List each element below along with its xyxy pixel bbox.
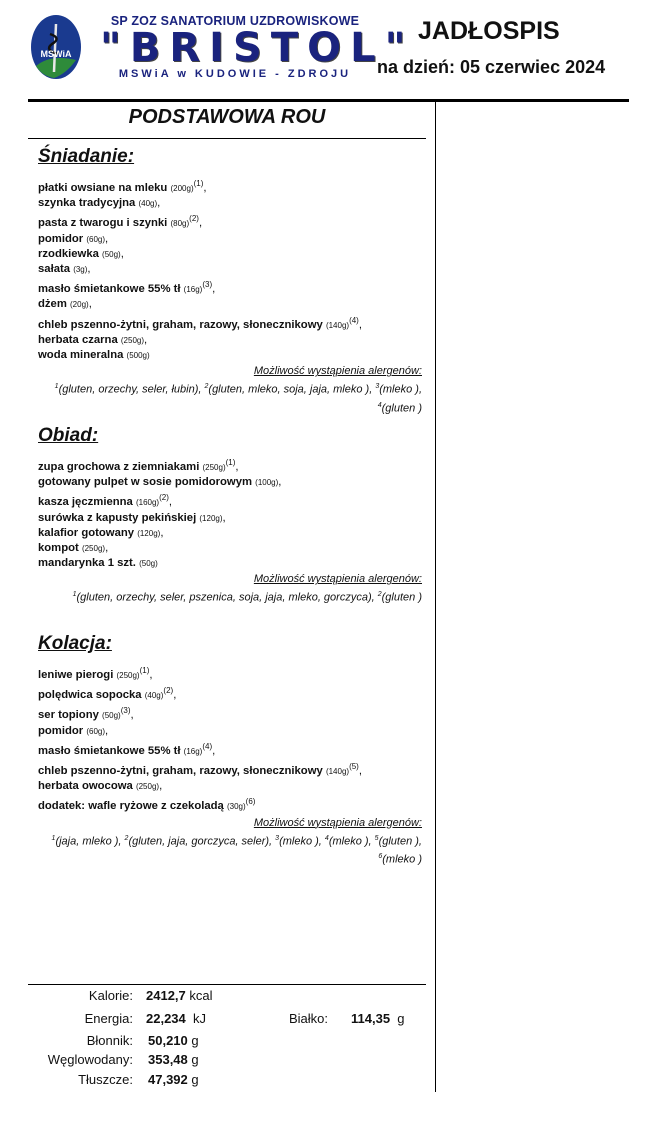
item-quantity: (16g) — [183, 746, 203, 756]
menu-item — [38, 794, 422, 814]
item-separator: , — [157, 197, 161, 210]
allergen-text: (mleko ), — [379, 383, 422, 396]
item-separator: , — [212, 744, 216, 757]
item-separator: , — [87, 263, 91, 276]
allergen-header: Możliwość wystąpienia alergenów: — [253, 816, 422, 829]
item-name: ser topiony — [38, 709, 99, 722]
section-title: Obiad: — [38, 425, 99, 446]
item-quantity: (120g) — [137, 528, 161, 538]
section-title: Kolacja: — [38, 633, 112, 654]
org-line3: MSWiA w KUDOWIE - ZDROJU — [118, 68, 352, 80]
item-allergen-ref: (1) — [193, 179, 204, 188]
item-quantity: (250g) — [202, 463, 226, 472]
bialko-unit: g — [397, 1011, 405, 1026]
item-name: woda mineralna — [38, 349, 124, 362]
item-allergen-ref: (3) — [202, 280, 213, 290]
menu-item — [38, 703, 422, 723]
allergen-number: 3 — [375, 383, 380, 391]
item-allergen-ref: (5) — [349, 762, 359, 772]
menu-item — [38, 739, 422, 759]
item-quantity: (40g) — [144, 691, 164, 701]
item-separator: , — [198, 217, 203, 230]
item-quantity: (160g) — [135, 498, 160, 508]
item-name: herbata czarna — [38, 333, 121, 346]
blonnik-value: 50,210 — [148, 1033, 188, 1048]
weglowodany-value: 353,48 — [148, 1052, 188, 1067]
item-name: masło śmietankowe 55% tł — [38, 283, 181, 296]
item-name: pomidor — [38, 232, 84, 245]
allergen-number: 4 — [377, 401, 382, 409]
item-separator: , — [105, 724, 109, 737]
item-name: chleb pszenno-żytni, graham, razowy, słonecznikowy — [38, 765, 323, 778]
weglowodany-label: Węglowodany: — [47, 1052, 133, 1067]
item-quantity: (50g) — [139, 559, 158, 569]
menu-item — [38, 455, 422, 475]
bialko-value: 114,35 — [351, 1011, 391, 1026]
item-name: płatki owsiane na mleku — [38, 182, 168, 194]
item-name: herbata owocowa — [38, 780, 136, 793]
item-separator: , — [88, 298, 92, 311]
org-name: "BRISTOL" — [100, 25, 415, 71]
energia-label: Energia: — [84, 1011, 133, 1026]
allergen-number: 4 — [324, 834, 329, 842]
item-separator: , — [120, 247, 124, 260]
item-quantity: (50g) — [102, 249, 121, 259]
bialko-label: Białko: — [289, 1011, 329, 1026]
menu-item — [38, 511, 422, 526]
menu-item — [38, 759, 422, 779]
item-quantity: (50g) — [102, 711, 121, 721]
item-separator: , — [144, 333, 148, 346]
allergen-number: 1 — [72, 591, 77, 599]
item-name: dżem — [38, 298, 71, 311]
allergen-text: (gluten ) — [381, 402, 422, 415]
menu-item — [38, 211, 422, 231]
allergen-number: 5 — [374, 834, 379, 842]
allergen-number: 3 — [275, 834, 280, 842]
diet-divider — [28, 138, 426, 139]
menu-item — [38, 277, 422, 297]
menu-item — [38, 556, 422, 571]
item-separator: , — [105, 542, 109, 555]
item-separator: , — [159, 780, 163, 793]
item-name: szynka tradycyjna — [38, 197, 139, 210]
menu-item — [38, 313, 422, 333]
item-quantity: (16g) — [183, 285, 203, 295]
section-dinner — [38, 633, 422, 868]
item-quantity: (500g) — [126, 351, 150, 361]
allergen-number: 1 — [54, 383, 59, 391]
org-line1: SP ZOZ SANATORIUM UZDROWISKOWE — [110, 14, 360, 28]
diet-name: PODSTAWOWA ROU — [128, 106, 326, 128]
blonnik-label: Błonnik: — [86, 1033, 133, 1048]
svg-text:MSWiA: MSWiA — [40, 49, 72, 59]
item-quantity: (120g) — [199, 513, 223, 523]
item-separator: , — [149, 669, 153, 681]
menu-item — [38, 779, 422, 794]
item-separator: , — [203, 182, 207, 194]
tluszcze-value: 47,392 — [148, 1072, 188, 1087]
item-name: gotowany pulpet w sosie pomidorowym — [38, 476, 253, 489]
section-title: Śniadanie: — [38, 146, 135, 167]
organization-name — [100, 14, 415, 80]
kalorie-value: 2412,7 — [146, 988, 186, 1003]
allergen-number: 6 — [378, 853, 383, 861]
menu-item — [38, 683, 422, 703]
menu-item — [38, 541, 422, 556]
item-quantity: (30g) — [226, 802, 246, 812]
item-allergen-ref: (6) — [245, 797, 256, 807]
kalorie-unit: kcal — [189, 988, 213, 1003]
allergen-number: 2 — [204, 383, 209, 391]
allergen-number: 2 — [377, 591, 382, 599]
header-divider — [28, 99, 629, 102]
menu-item — [38, 490, 422, 510]
allergen-text: (gluten, orzechy, seler, pszenica, soja, jaja, mleko, gorczyca), — [76, 592, 378, 605]
item-name: chleb pszenno-żytni, graham, razowy, słonecznikowy — [38, 318, 323, 331]
menu-item — [38, 475, 422, 490]
menu-item — [38, 247, 422, 262]
weglowodany-unit: g — [191, 1052, 199, 1067]
item-name: polędwica sopocka — [38, 689, 145, 702]
item-separator: , — [173, 689, 177, 702]
item-name: mandarynka 1 szt. — [38, 557, 136, 570]
allergen-text: (gluten, jaja, gorczyca, seler), — [128, 835, 276, 848]
allergen-text: (mleko ) — [382, 853, 422, 866]
energia-unit: kJ — [193, 1011, 206, 1026]
item-name: pomidor — [38, 724, 84, 737]
item-quantity: (250g) — [116, 671, 140, 680]
allergen-number: 2 — [124, 834, 129, 842]
item-name: masło śmietankowe 55% tł — [38, 744, 181, 757]
menu-item — [38, 333, 422, 348]
allergen-header: Możliwość wystąpienia alergenów: — [253, 365, 422, 378]
page-title: JADŁOSPIS — [418, 17, 560, 45]
item-separator: , — [212, 283, 216, 296]
menu-item — [38, 232, 422, 247]
item-name: zupa grochowa z ziemniakami — [38, 461, 200, 473]
item-quantity: (40g) — [138, 199, 158, 209]
tluszcze-unit: g — [191, 1072, 199, 1087]
item-allergen-ref: (2) — [163, 686, 174, 696]
item-quantity: (200g) — [170, 184, 194, 193]
item-quantity: (60g) — [86, 726, 106, 736]
item-separator: , — [168, 496, 173, 509]
energia-value: 22,234 — [146, 1011, 186, 1026]
menu-item — [38, 348, 422, 363]
item-name: kasza jęczmienna — [38, 496, 133, 509]
menu-item — [38, 262, 422, 277]
allergen-text: (mleko ), — [279, 835, 325, 848]
item-separator: , — [105, 232, 109, 245]
item-quantity: (60g) — [86, 234, 106, 244]
item-quantity: (100g) — [255, 478, 279, 488]
item-separator: , — [235, 461, 239, 473]
item-quantity: (20g) — [70, 300, 89, 310]
item-separator: , — [160, 526, 164, 539]
item-quantity: (250g) — [135, 782, 160, 792]
item-separator: , — [358, 765, 362, 778]
item-allergen-ref: (1) — [225, 458, 236, 467]
item-name: leniwe pierogi — [38, 669, 114, 681]
item-name: surówka z kapusty pekińskiej — [38, 511, 197, 524]
item-quantity: (140g) — [325, 767, 350, 777]
menu-item — [38, 196, 422, 211]
item-separator: , — [222, 511, 226, 524]
allergen-text: (gluten, orzechy, seler, łubin), — [58, 383, 205, 396]
item-separator: , — [358, 318, 362, 331]
menu-item — [38, 663, 422, 683]
item-quantity: (250g) — [120, 335, 145, 345]
item-separator: , — [278, 476, 282, 489]
item-name: pasta z twarogu i szynki — [38, 217, 168, 230]
mswia-logo — [30, 14, 82, 80]
section-lunch — [38, 425, 422, 606]
item-separator: , — [130, 709, 134, 722]
blonnik-unit: g — [191, 1033, 199, 1048]
menu-item — [38, 526, 422, 541]
allergen-list — [38, 379, 422, 416]
item-allergen-ref: (2) — [159, 493, 169, 503]
allergen-text: (jaja, mleko ), — [55, 835, 125, 848]
item-quantity: (250g) — [81, 544, 106, 554]
allergen-text: (gluten, mleko, soja, jaja, mleko ), — [208, 383, 376, 396]
kalorie-label: Kalorie: — [88, 988, 133, 1003]
allergen-list — [38, 587, 422, 606]
item-quantity: (3g) — [73, 265, 88, 275]
item-name: kalafior gotowany — [38, 526, 135, 539]
allergen-text: (gluten ) — [381, 592, 422, 605]
allergen-text: (gluten ), — [378, 835, 422, 848]
nutrition-divider — [28, 984, 426, 985]
menu-item — [38, 297, 422, 312]
item-name: kompot — [38, 542, 79, 555]
section-breakfast — [38, 146, 422, 417]
item-name: dodatek: wafle ryżowe z czekoladą — [38, 800, 224, 813]
item-name: sałata — [38, 263, 71, 276]
allergen-number: 1 — [51, 834, 56, 842]
allergen-list — [38, 831, 422, 868]
nutrition-summary — [0, 988, 670, 1098]
menu-date: na dzień: 05 czerwiec 2024 — [377, 57, 606, 77]
allergen-header: Możliwość wystąpienia alergenów: — [253, 573, 422, 586]
menu-item — [38, 176, 422, 196]
item-allergen-ref: (4) — [202, 741, 213, 751]
item-allergen-ref: (2) — [189, 214, 199, 224]
allergen-text: (mleko ), — [328, 835, 375, 848]
item-allergen-ref: (3) — [120, 706, 131, 716]
tluszcze-label: Tłuszcze: — [78, 1072, 133, 1087]
column-divider — [435, 102, 436, 1092]
item-allergen-ref: (4) — [349, 315, 359, 325]
item-name: rzodkiewka — [38, 247, 99, 260]
item-quantity: (140g) — [325, 320, 350, 330]
item-quantity: (80g) — [170, 219, 190, 229]
item-allergen-ref: (1) — [139, 666, 150, 675]
menu-item — [38, 724, 422, 739]
